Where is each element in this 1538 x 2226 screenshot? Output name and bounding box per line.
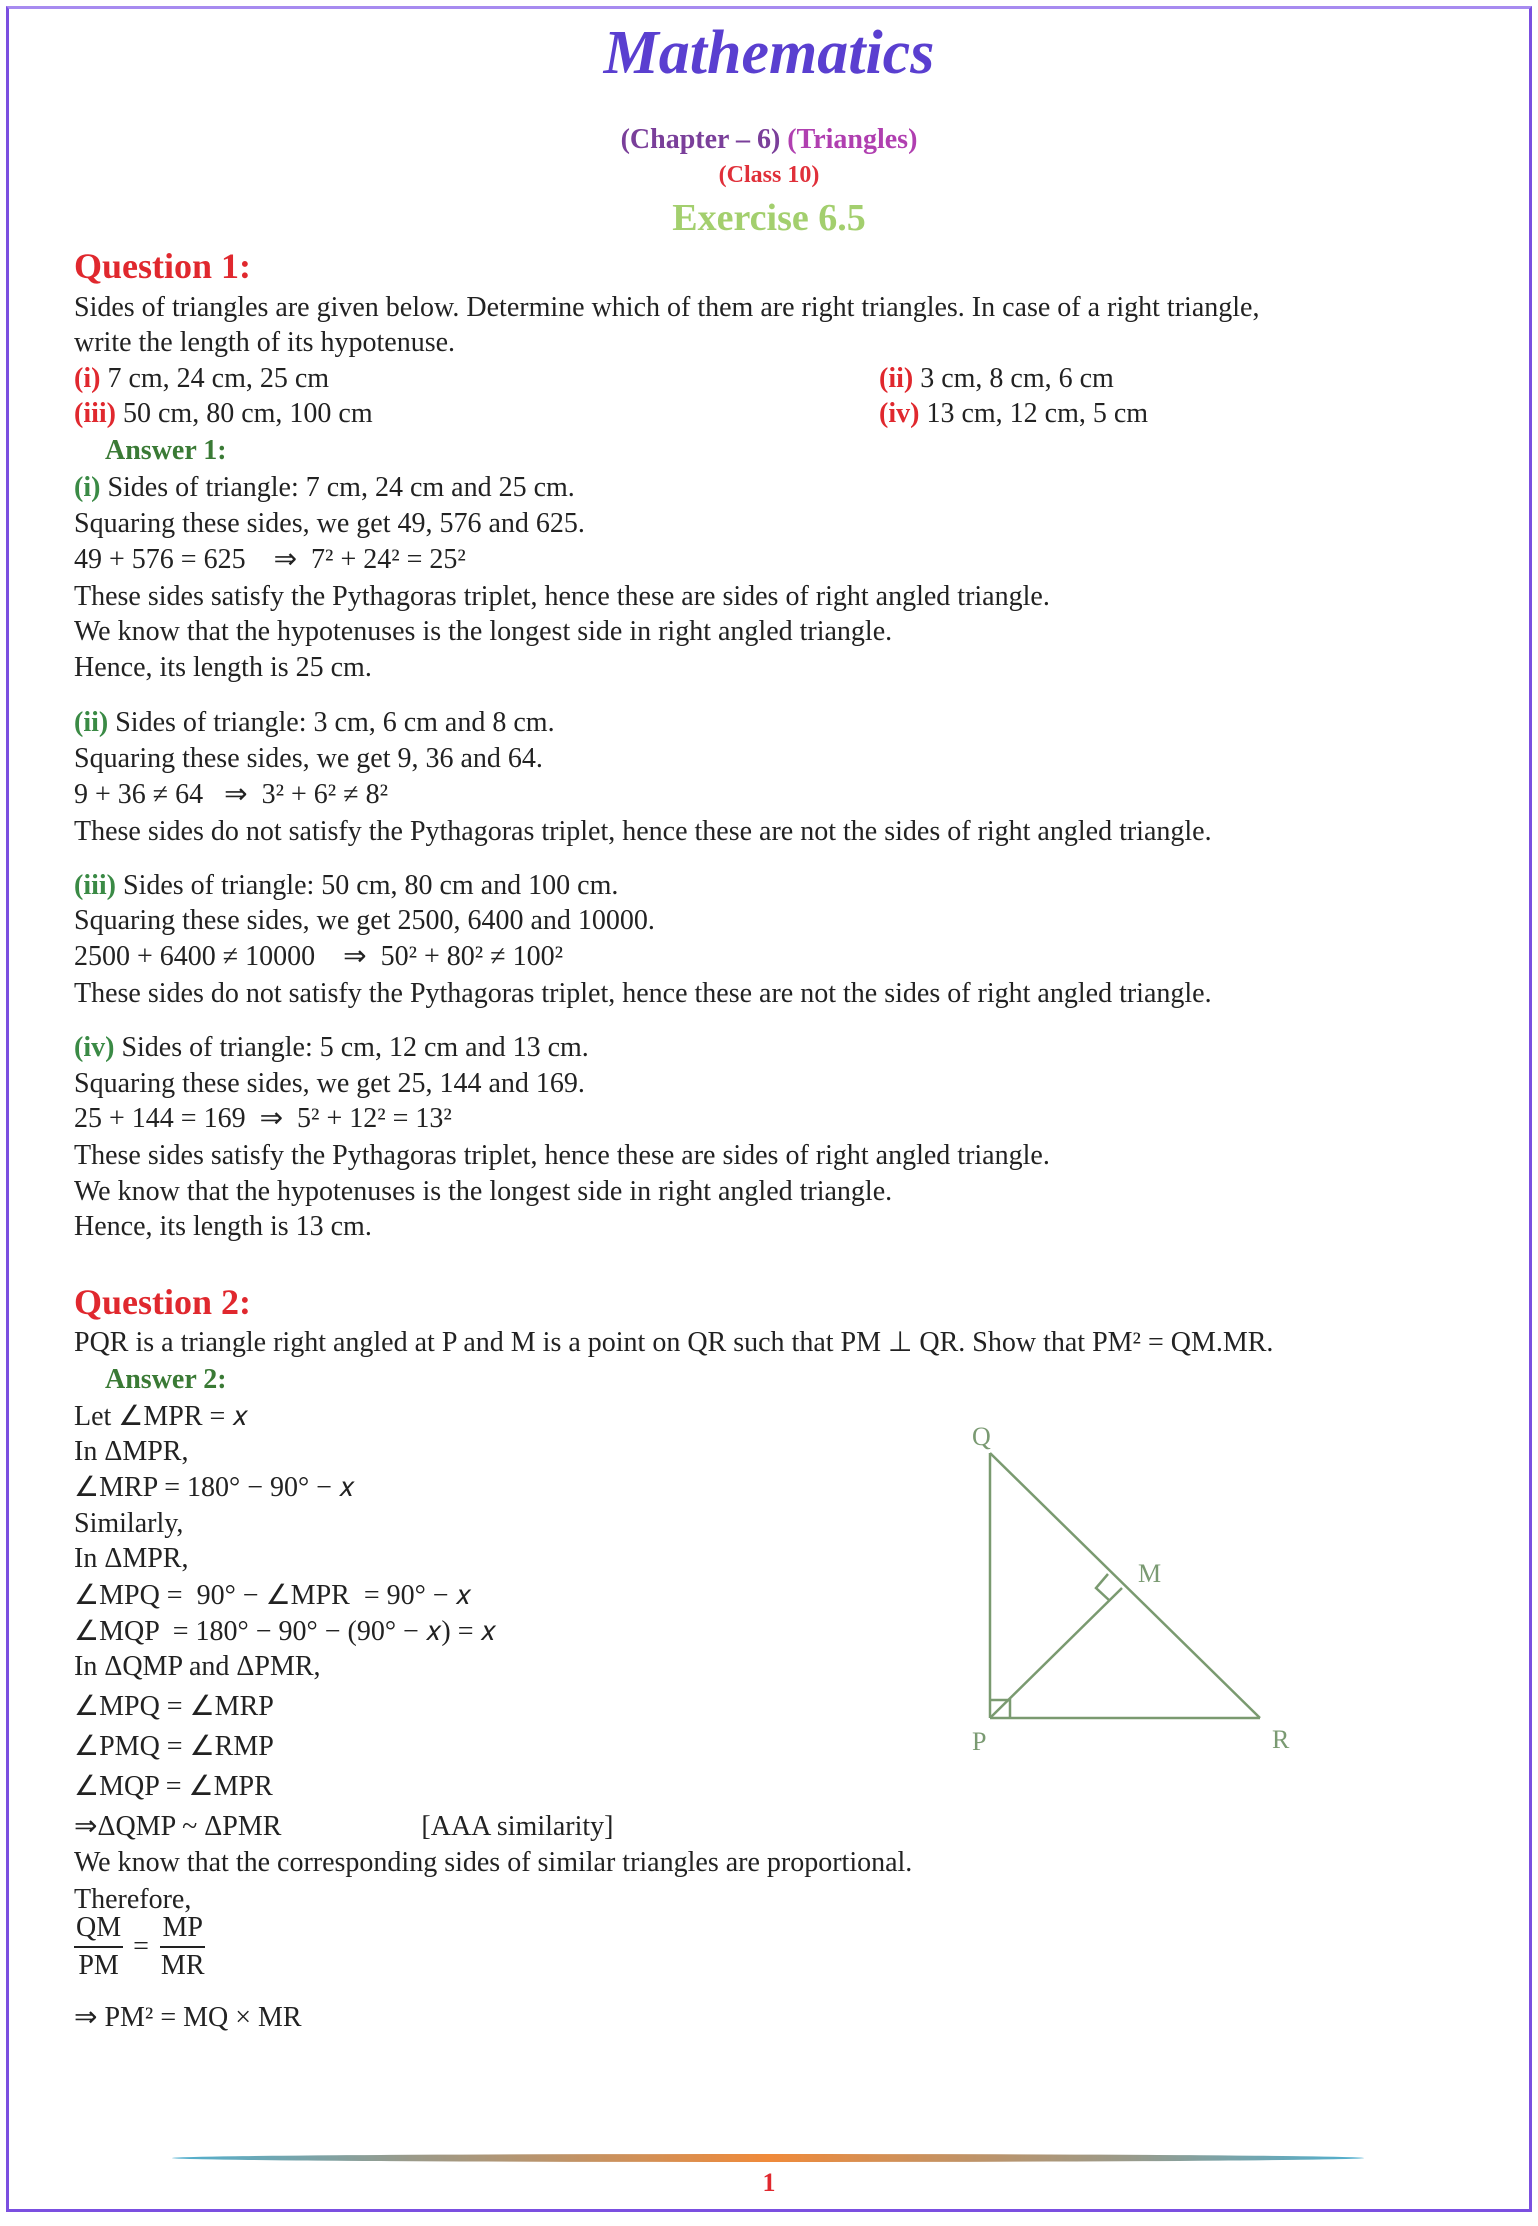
option-label: (i) <box>74 363 101 394</box>
question-2-heading: Question 2: <box>74 1282 252 1322</box>
answer-line: 9 + 36 ≠ 64 ⇒ 3² + 6² ≠ 8² <box>74 779 388 810</box>
option-iii <box>74 396 373 432</box>
footer-divider <box>172 2154 1364 2162</box>
conclusion-line: ⇒ PM² = MQ × MR <box>74 2002 302 2033</box>
exercise-heading: Exercise 6.5 <box>672 197 866 239</box>
topic-label: (Triangles) <box>787 124 918 155</box>
proof-line: In ΔMPR, <box>74 1543 189 1574</box>
part-ii-heading <box>74 705 555 741</box>
proof-line: ∠MPQ = ∠MRP <box>74 1691 274 1722</box>
answer-line: We know that the hypotenuses is the longest side in right angled triangle. <box>74 1176 893 1207</box>
segment-pm <box>990 1588 1122 1718</box>
option-label: (iv) <box>879 398 920 429</box>
denominator: PM <box>78 1950 119 1981</box>
answer-2-heading: Answer 2: <box>105 1364 227 1395</box>
equals-sign: = <box>133 1931 149 1962</box>
answer-line: Squaring these sides, we get 25, 144 and 169. <box>74 1068 585 1099</box>
proof-line: In ΔQMP and ΔPMR, <box>74 1651 321 1682</box>
proof-line: ∠PMQ = ∠RMP <box>74 1731 274 1762</box>
part-label: (iii) <box>74 870 116 901</box>
proof-line: ∠MPQ = 90° − ∠MPR = 90° − 𝑥 <box>74 1580 472 1611</box>
part-text: Sides of triangle: 7 cm, 24 cm and 25 cm. <box>100 472 575 503</box>
question-1-heading: Question 1: <box>74 246 252 286</box>
numerator: MP <box>160 1910 204 1948</box>
answer-line: 2500 + 6400 ≠ 10000 ⇒ 50² + 80² ≠ 100² <box>74 941 563 972</box>
part-label: (ii) <box>74 707 109 738</box>
question-1-text: write the length of its hypotenuse. <box>74 327 456 358</box>
answer-line: Squaring these sides, we get 49, 576 and 625. <box>74 508 585 539</box>
answer-line: 25 + 144 = 169 ⇒ 5² + 12² = 13² <box>74 1103 452 1134</box>
label-p: P <box>972 1727 987 1756</box>
option-text: 7 cm, 24 cm, 25 cm <box>100 363 330 394</box>
option-text: 13 cm, 12 cm, 5 cm <box>919 398 1149 429</box>
part-iv-heading <box>74 1030 589 1066</box>
page-number: 1 <box>762 2168 776 2197</box>
label-m: M <box>1138 1559 1162 1588</box>
option-label: (ii) <box>879 363 914 394</box>
proof-line: We know that the corresponding sides of similar triangles are proportional. <box>74 1847 913 1878</box>
part-label: (iv) <box>74 1032 115 1063</box>
fraction-left <box>74 1910 123 1984</box>
part-label: (i) <box>74 472 101 503</box>
page-title: Mathematics <box>603 19 935 87</box>
right-angle-m <box>1096 1574 1110 1601</box>
option-text: 3 cm, 8 cm, 6 cm <box>913 363 1114 394</box>
answer-line: These sides satisfy the Pythagoras triplet, hence these are sides of right angled triangle. <box>74 581 1050 612</box>
proof-line: ∠MQP = 180° − 90° − (90° − 𝑥) = 𝑥 <box>74 1616 497 1647</box>
answer-line: Squaring these sides, we get 2500, 6400 and 10000. <box>74 905 655 936</box>
part-i-heading <box>74 470 575 506</box>
answer-line: These sides do not satisfy the Pythagoras triplet, hence these are not the sides of right angled triangle. <box>74 816 1212 847</box>
proof-line: ∠MQP = ∠MPR <box>74 1771 273 1802</box>
proportion-fraction <box>74 1910 207 1984</box>
question-1-text: Sides of triangles are given below. Determine which of them are right triangles. In case of a right triangle, <box>74 292 1260 323</box>
proof-line: ∠MRP = 180° − 90° − 𝑥 <box>74 1472 355 1503</box>
proof-line: ⇒ΔQMP ~ ΔPMR [AAA similarity] <box>74 1811 614 1842</box>
option-label: (iii) <box>74 398 116 429</box>
answer-line: These sides do not satisfy the Pythagoras triplet, hence these are not the sides of right angled triangle. <box>74 978 1212 1009</box>
option-iv <box>879 396 1148 432</box>
proof-line: Similarly, <box>74 1508 184 1539</box>
fraction-right <box>159 1910 207 1984</box>
answer-line: These sides satisfy the Pythagoras triplet, hence these are sides of right angled triangle. <box>74 1140 1050 1171</box>
option-ii <box>879 361 1114 397</box>
label-q: Q <box>972 1422 991 1451</box>
label-r: R <box>1272 1725 1290 1754</box>
answer-line: Squaring these sides, we get 9, 36 and 64. <box>74 743 543 774</box>
answer-1-heading: Answer 1: <box>105 435 227 466</box>
option-text: 50 cm, 80 cm, 100 cm <box>116 398 373 429</box>
triangle-diagram <box>900 1400 1360 1790</box>
part-iii-heading <box>74 868 618 904</box>
proof-line: Let ∠MPR = 𝑥 <box>74 1401 248 1432</box>
answer-line: 49 + 576 = 625 ⇒ 7² + 24² = 25² <box>74 544 466 575</box>
proof-line: In ΔMPR, <box>74 1436 189 1467</box>
numerator: QM <box>74 1910 123 1948</box>
option-i <box>74 361 329 397</box>
chapter-heading <box>0 124 1538 156</box>
chapter-label: (Chapter – 6) <box>620 124 781 155</box>
answer-line: We know that the hypotenuses is the longest side in right angled triangle. <box>74 616 893 647</box>
answer-line: Hence, its length is 25 cm. <box>74 652 372 683</box>
answer-line: Hence, its length is 13 cm. <box>74 1211 372 1242</box>
proof-line: Therefore, <box>74 1884 192 1915</box>
denominator: MR <box>160 1950 205 1981</box>
part-text: Sides of triangle: 5 cm, 12 cm and 13 cm. <box>114 1032 589 1063</box>
question-2-text: PQR is a triangle right angled at P and M is a point on QR such that PM ⊥ QR. Show that PM² = QM.MR. <box>74 1327 1274 1358</box>
class-label: (Class 10) <box>718 162 820 188</box>
part-text: Sides of triangle: 3 cm, 6 cm and 8 cm. <box>108 707 555 738</box>
part-text: Sides of triangle: 50 cm, 80 cm and 100 cm. <box>116 870 619 901</box>
